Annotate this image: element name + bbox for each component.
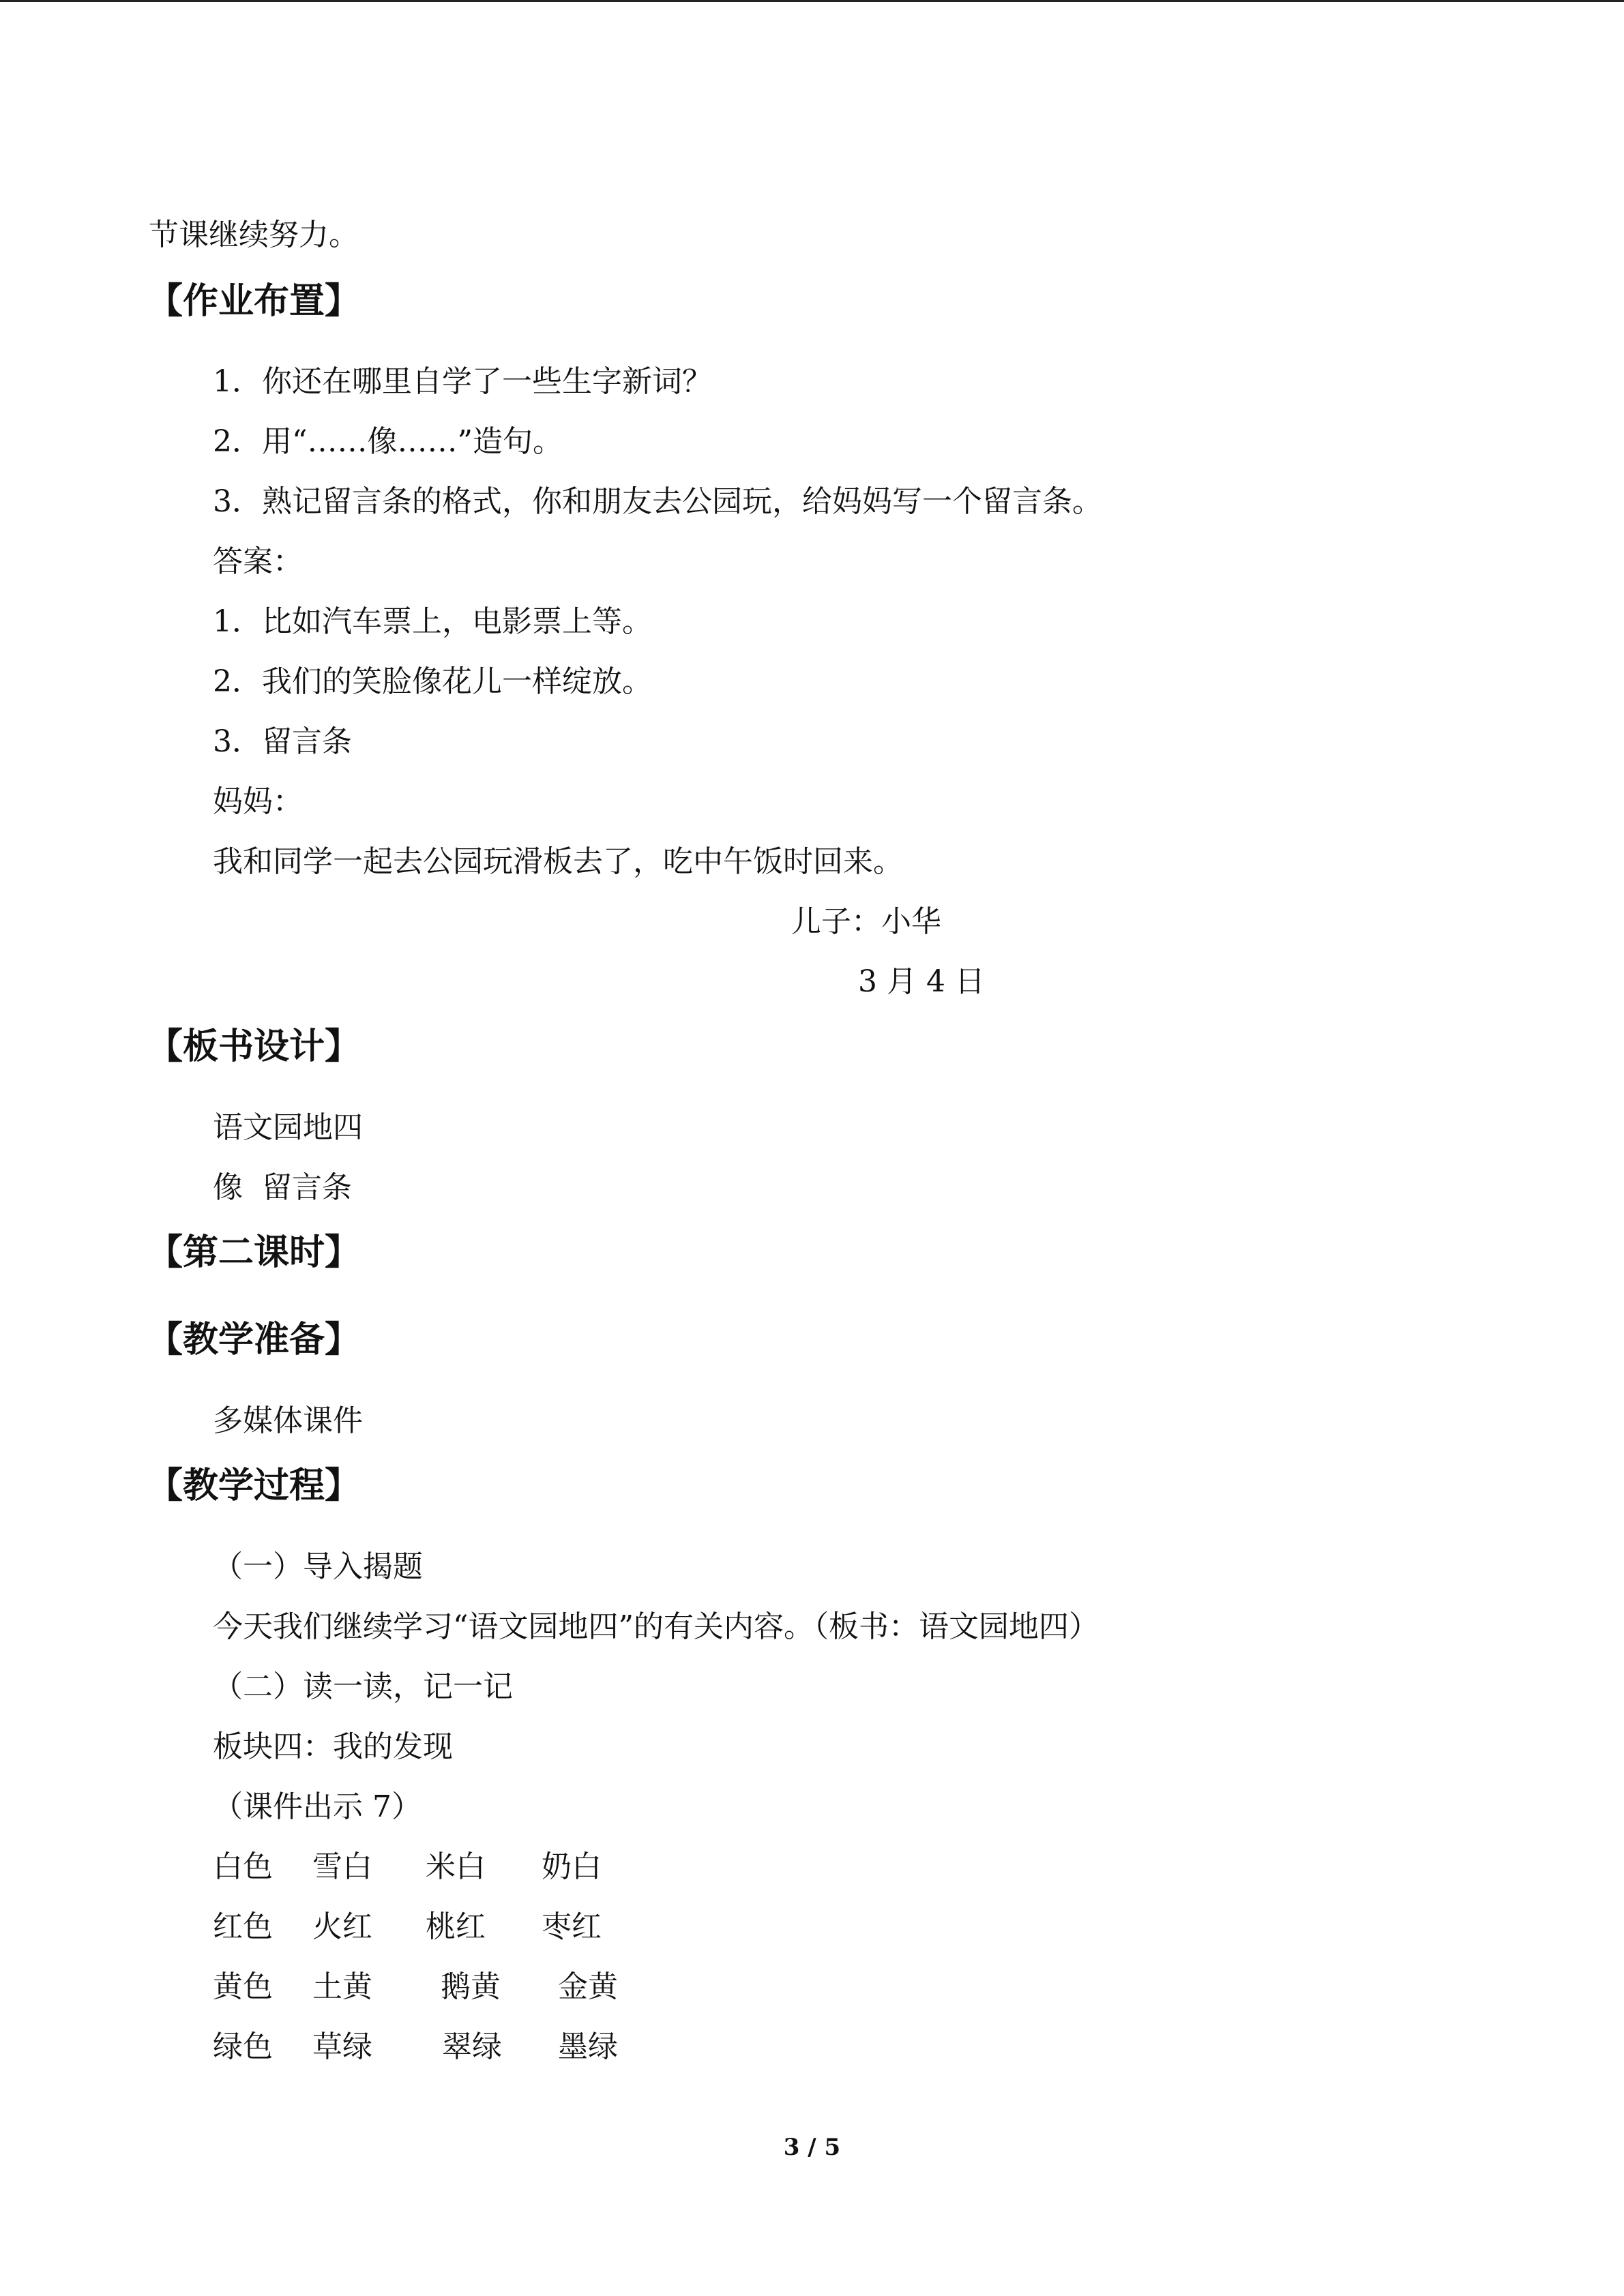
process-line-4: 板块四：我的发现 (213, 1729, 453, 1764)
board-line-1: 语文园地四 (213, 1110, 363, 1145)
process-line-1: （一）导入揭题 (213, 1549, 423, 1584)
board-line-2: 像 留言条 (213, 1170, 352, 1205)
homework-item-1: 1．你还在哪里自学了一些生字新词？ (213, 364, 712, 399)
color-row-yellow (213, 1967, 690, 2008)
note-salutation: 妈妈： (213, 784, 303, 819)
color-word: 枣红 (542, 1909, 602, 1944)
color-word: 白色 (213, 1849, 273, 1884)
color-word: 米白 (426, 1849, 486, 1884)
answer-1: 1．比如汽车票上，电影票上等。 (213, 604, 652, 639)
color-word: 草绿 (312, 2029, 372, 2064)
homework-item-2: 2．用“……像……”造句。 (213, 424, 563, 459)
process-line-2: 今天我们继续学习“语文园地四”的有关内容。（板书：语文园地四） (213, 1609, 1099, 1644)
note-signature: 儿子：小华 (791, 904, 941, 939)
process-line-3: （二）读一读，记一记 (213, 1669, 513, 1704)
color-word: 翠绿 (442, 2029, 502, 2064)
color-row-white (213, 1847, 690, 1888)
process-heading: 【教学过程】 (147, 1465, 361, 1506)
color-word: 火红 (312, 1909, 372, 1944)
color-word: 鹅黄 (441, 1969, 501, 2004)
color-word: 奶白 (542, 1849, 602, 1884)
color-word: 土黄 (312, 1969, 372, 2004)
continuation-text: 节课继续努力。 (149, 218, 359, 252)
preparation-heading: 【教学准备】 (147, 1320, 361, 1360)
board-heading: 【板书设计】 (147, 1026, 361, 1067)
top-border (0, 0, 1624, 2)
color-word: 金黄 (558, 1969, 618, 2004)
color-row-green (213, 2027, 690, 2068)
homework-item-3: 3．熟记留言条的格式，你和朋友去公园玩，给妈妈写一个留言条。 (213, 484, 1102, 519)
preparation-text: 多媒体课件 (213, 1403, 363, 1438)
color-word: 桃红 (426, 1909, 486, 1944)
color-row-red (213, 1907, 690, 1948)
process-line-5: （课件出示 7） (213, 1789, 422, 1824)
answer-3: 3．留言条 (213, 724, 352, 759)
answer-label: 答案： (213, 544, 303, 579)
answer-2: 2．我们的笑脸像花儿一样绽放。 (213, 664, 652, 699)
color-word: 红色 (213, 1909, 273, 1944)
homework-heading: 【作业布置】 (147, 281, 361, 322)
note-date: 3 月 4 日 (858, 964, 985, 999)
page-number: 3 / 5 (783, 2134, 841, 2161)
second-lesson-heading: 【第二课时】 (147, 1232, 361, 1273)
color-word: 绿色 (213, 2029, 273, 2064)
color-word: 墨绿 (558, 2029, 618, 2064)
color-word: 雪白 (312, 1849, 372, 1884)
color-word: 黄色 (213, 1969, 273, 2004)
note-body: 我和同学一起去公园玩滑板去了，吃中午饭时回来。 (213, 844, 903, 879)
